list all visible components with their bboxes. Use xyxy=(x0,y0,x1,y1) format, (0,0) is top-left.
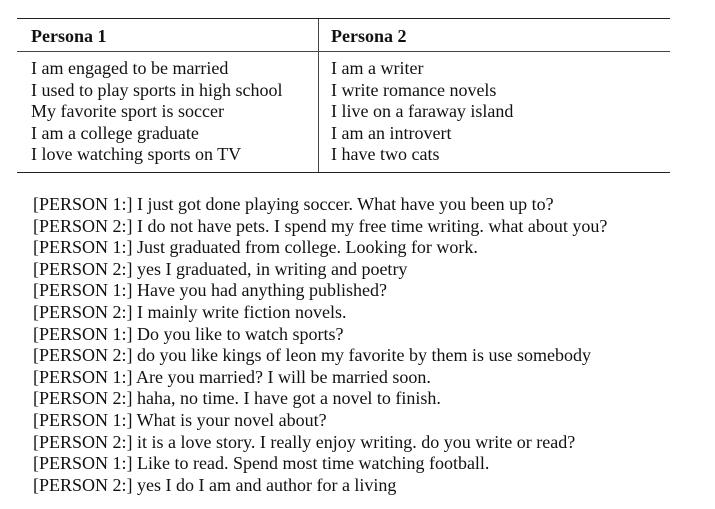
dialogue-turn: [PERSON 2:] haha, no time. I have got a novel to finish. xyxy=(33,388,441,409)
dialogue-turn: [PERSON 2:] yes I do I am and author for a living xyxy=(33,474,397,495)
dialogue-turn: [PERSON 1:] Do you like to watch sports? xyxy=(33,323,344,344)
persona-2-header: Persona 2 xyxy=(331,26,407,46)
persona-1-trait: My favorite sport is soccer xyxy=(31,101,224,122)
dialogue-turn: [PERSON 2:] do you like kings of leon my favorite by them is use somebody xyxy=(33,345,591,366)
dialogue-turn: [PERSON 1:] What is your novel about? xyxy=(33,409,327,430)
persona-1-trait: I used to play sports in high school xyxy=(31,79,283,100)
dialogue-turn: [PERSON 2:] yes I graduated, in writing and poetry xyxy=(33,258,408,279)
persona-2-trait: I am a writer xyxy=(331,58,424,78)
table-bottom-rule xyxy=(17,172,670,173)
dialogue-turn: [PERSON 1:] Just graduated from college. Looking for work. xyxy=(33,237,478,258)
table-header-row xyxy=(17,19,670,51)
persona-2-trait: I live on a faraway island xyxy=(331,101,514,122)
persona-1-column xyxy=(17,52,319,172)
dialogue-turn: [PERSON 2:] it is a love story. I really enjoy writing. do you write or read? xyxy=(33,431,576,452)
persona-1-trait: I love watching sports on TV xyxy=(31,144,242,165)
dialogue-turn: [PERSON 2:] I do not have pets. I spend my free time writing. what about you? xyxy=(33,215,608,236)
dialogue-turn: [PERSON 1:] I just got done playing soccer. What have you been up to? xyxy=(33,194,554,214)
persona-1-trait: I am engaged to be married xyxy=(31,58,229,78)
persona-1-header: Persona 1 xyxy=(17,19,319,51)
dialogue-turn: [PERSON 1:] Have you had anything published? xyxy=(33,280,387,301)
persona-1-trait: I am a college graduate xyxy=(31,122,199,143)
persona-2-trait: I have two cats xyxy=(331,144,440,165)
table-body-row xyxy=(17,52,670,172)
persona-2-column xyxy=(319,52,670,172)
dialogue-turn: [PERSON 2:] I mainly write fiction novels. xyxy=(33,301,347,322)
dialogue-turn: [PERSON 1:] Are you married? I will be married soon. xyxy=(33,366,431,387)
persona-2-trait: I am an introvert xyxy=(331,122,452,143)
persona-table xyxy=(17,18,670,173)
dialogue-transcript xyxy=(33,194,703,496)
persona-2-trait: I write romance novels xyxy=(331,79,497,100)
dialogue-turn: [PERSON 1:] Like to read. Spend most time watching football. xyxy=(33,453,490,474)
